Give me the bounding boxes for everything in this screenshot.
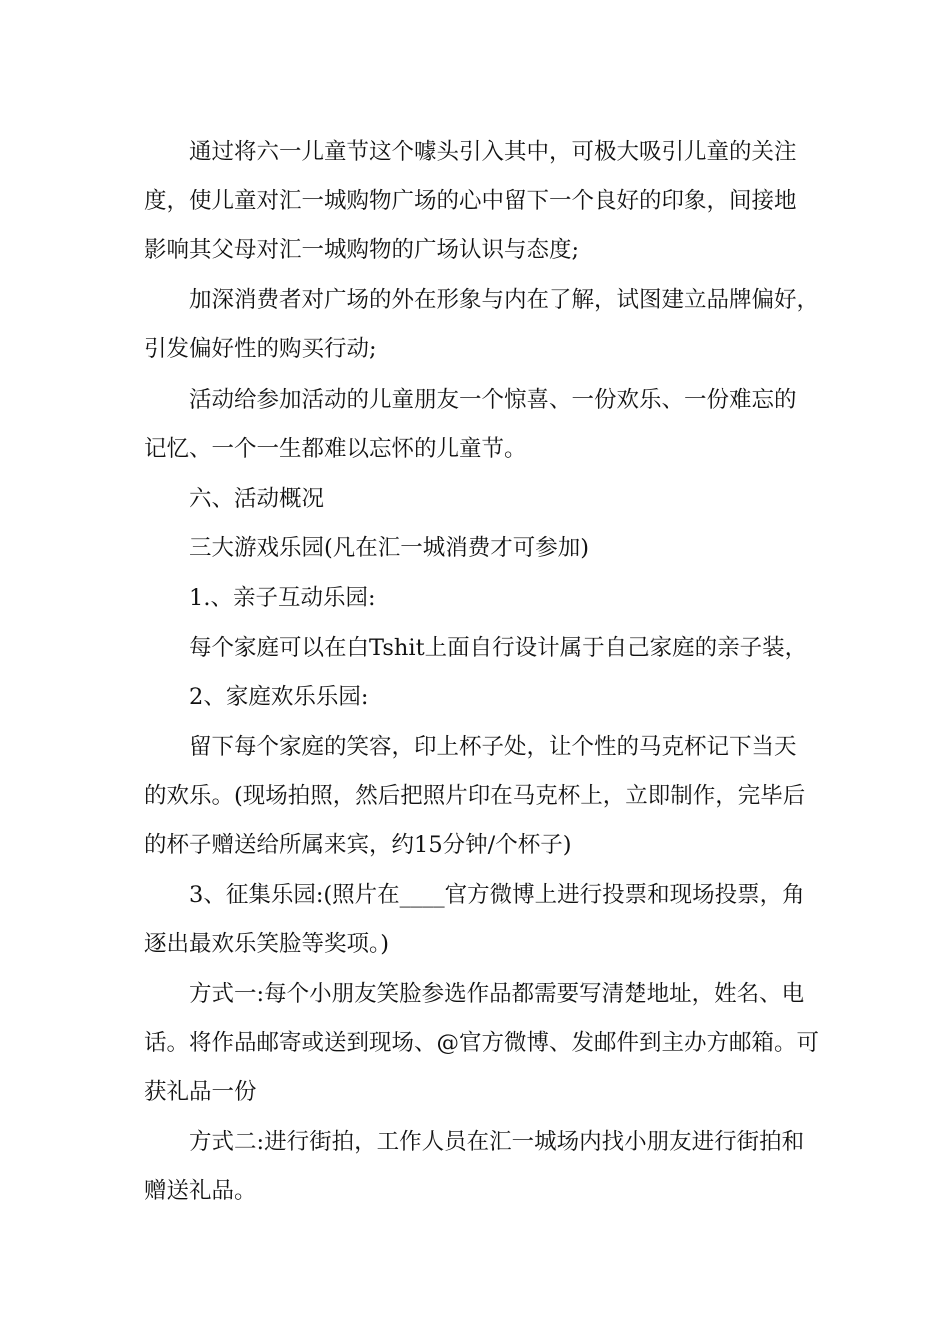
text-line: 度，使儿童对汇一城购物广场的心中留下一个良好的印象，间接地 [144, 188, 797, 214]
text-line: 方式二:进行街拍，工作人员在汇一城场内找小朋友进行街拍和 [189, 1129, 805, 1155]
text-line: 的欢乐。(现场拍照，然后把照片印在马克杯上，立即制作，完毕后 [144, 783, 806, 809]
paragraph-three-parks [144, 524, 824, 573]
paragraph-activity-surprise [144, 376, 824, 474]
paragraph-method-one [144, 970, 824, 1117]
text-line: 的杯子赠送给所属来宾，约15分钟/个杯子) [144, 832, 572, 858]
paragraph-children-day-purpose [144, 128, 824, 275]
paragraph-method-two [144, 1118, 824, 1216]
text-line: 通过将六一儿童节这个噱头引入其中，可极大吸引儿童的关注 [189, 139, 797, 165]
text-line: 逐出最欢乐笑脸等奖项。) [144, 931, 390, 957]
text-line: 3、征集乐园:(照片在____官方微博上进行投票和现场投票，角 [189, 882, 805, 908]
text-line: 每个家庭可以在白Tshit上面自行设计属于自己家庭的亲子装， [189, 635, 808, 661]
paragraph-collection-park [144, 871, 824, 969]
text-line: 话。将作品邮寄或送到现场、@官方微博、发邮件到主办方邮箱。可 [144, 1030, 820, 1056]
text-line: 影响其父母对汇一城购物的广场认识与态度; [144, 237, 580, 263]
text-line: 获礼品一份 [144, 1079, 257, 1105]
text-line: 三大游戏乐园(凡在汇一城消费才可参加) [189, 535, 590, 561]
text-line: 引发偏好性的购买行动; [144, 336, 377, 362]
text-line: 记忆、一个一生都难以忘怀的儿童节。 [144, 436, 527, 462]
paragraph-tshirt-design [144, 624, 824, 673]
text-line: 赠送礼品。 [144, 1178, 257, 1204]
paragraph-brand-preference [144, 276, 824, 374]
text-line: 活动给参加活动的儿童朋友一个惊喜、一份欢乐、一份难忘的 [189, 387, 797, 413]
text-line: 加深消费者对广场的外在形象与内在了解，试图建立品牌偏好， [189, 287, 820, 313]
text-line: 方式一:每个小朋友笑脸参选作品都需要写清楚地址，姓名、电 [189, 981, 805, 1007]
section-heading-activity-overview [144, 475, 824, 524]
text-line: 六、活动概况 [189, 486, 325, 512]
text-line: 1.、亲子互动乐园: [189, 585, 376, 611]
item-heading-parent-child-park [144, 574, 824, 623]
item-heading-family-joy-park [144, 673, 824, 722]
text-line: 2、家庭欢乐乐园: [189, 684, 369, 710]
text-line: 留下每个家庭的笑容，印上杯子处，让个性的马克杯记下当天 [189, 734, 797, 760]
paragraph-mug-photo [144, 723, 824, 870]
